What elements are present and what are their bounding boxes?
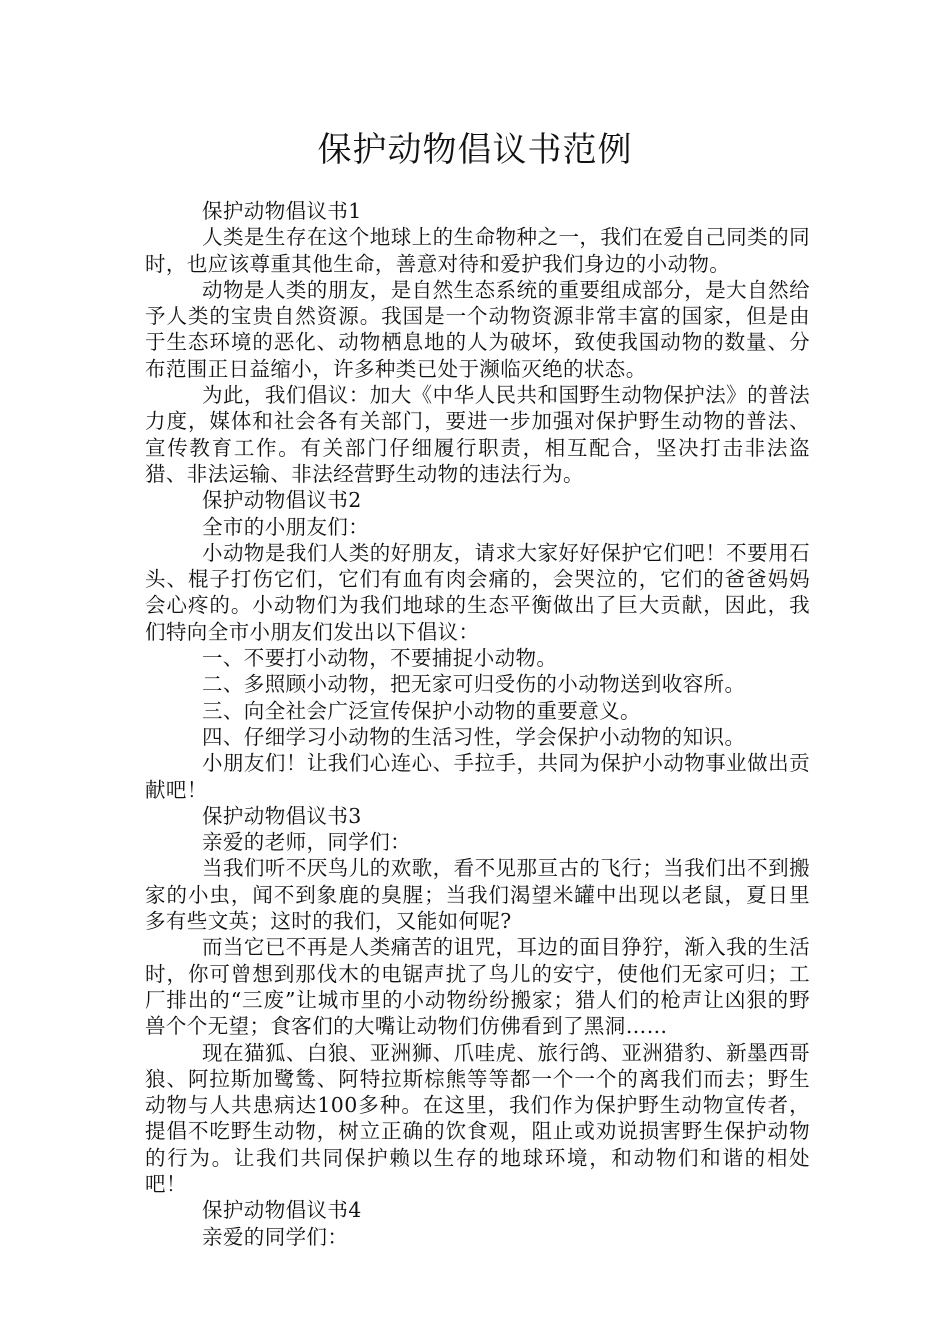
paragraph: 现在猫狐、白狼、亚洲狮、爪哇虎、旅行鸽、亚洲猎豹、新墨西哥狼、阿拉斯加鹭鸶、阿特拉斯棕熊等等都一个一个的离我们而去；野生动物与人共患病达100多种。在这里，我们作为保护野生动物宣传者，提倡不吃野生动物，树立正确的饮食观，阻止或劝说损害野生保护动物的行为。让我们共同保护赖以生存的地球环境，和动物们和谐的相处吧！ [145, 1040, 810, 1196]
document-body [145, 198, 810, 1250]
paragraph: 小朋友们！让我们心连心、手拉手，共同为保护小动物事业做出贡献吧！ [145, 751, 810, 802]
list-item: 一、不要打小动物，不要捕捉小动物。 [202, 646, 558, 671]
salutation: 全市的小朋友们： [202, 514, 370, 539]
section-heading: 保护动物倡议书4 [202, 1198, 362, 1223]
paragraph: 为此，我们倡议：加大《中华人民共和国野生动物保护法》的普法力度，媒体和社会各有关部门，要进一步加强对保护野生动物的普法、宣传教育工作。有关部门仔细履行职责，相互配合，坚决打击非法盗猎、非法运输、非法经营野生动物的违法行为。 [145, 383, 810, 486]
salutation: 亲爱的同学们： [202, 1224, 349, 1249]
paragraph: 而当它已不再是人类痛苦的诅咒，耳边的面目狰狞，渐入我的生活时，你可曾想到那伐木的电锯声扰了鸟儿的安宁，使他们无家可归；工厂排出的“三废”让城市里的小动物纷纷搬家；猎人们的枪声让凶狠的野兽个个无望；食客们的大嘴让动物们仿佛看到了黑洞…… [145, 935, 810, 1039]
section-heading: 保护动物倡议书1 [202, 199, 362, 223]
list-item: 四、仔细学习小动物的生活习性，学会保护小动物的知识。 [202, 724, 746, 749]
paragraph: 动物是人类的朋友，是自然生态系统的重要组成部分，是大自然给予人类的宝贵自然资源。我国是一个动物资源非常丰富的国家，但是由于生态环境的恶化、动物栖息地的人为破坏，致使我国动物的数量、分布范围正日益缩小，许多种类已处于濒临灭绝的状态。 [145, 277, 810, 381]
paragraph: 当我们听不厌鸟儿的欢歌，看不见那亘古的飞行；当我们出不到搬家的小虫，闻不到象鹿的臭腥；当我们渴望米罐中出现以老鼠，夏日里多有些文英；这时的我们，又能如何呢? [145, 856, 810, 934]
paragraph: 人类是生存在这个地球上的生命物种之一，我们在爱自己同类的同时，也应该尊重其他生命，善意对待和爱护我们身边的小动物。 [145, 225, 810, 276]
section-heading: 保护动物倡议书2 [202, 488, 362, 513]
list-item: 三、向全社会广泛宣传保护小动物的重要意义。 [202, 698, 641, 723]
section-heading: 保护动物倡议书3 [202, 803, 362, 828]
list-item: 二、多照顾小动物，把无家可归受伤的小动物送到收容所。 [202, 672, 746, 697]
salutation: 亲爱的老师，同学们： [202, 830, 411, 855]
document-title: 保护动物倡议书范例 [317, 130, 633, 170]
paragraph: 小动物是我们人类的好朋友，请求大家好好保护它们吧！不要用石头、棍子打伤它们，它们有血有肉会痛的，会哭泣的，它们的爸爸妈妈会心疼的。小动物们为我们地球的生态平衡做出了巨大贡献，因此，我们特向全市小朋友们发出以下倡议： [145, 540, 810, 644]
